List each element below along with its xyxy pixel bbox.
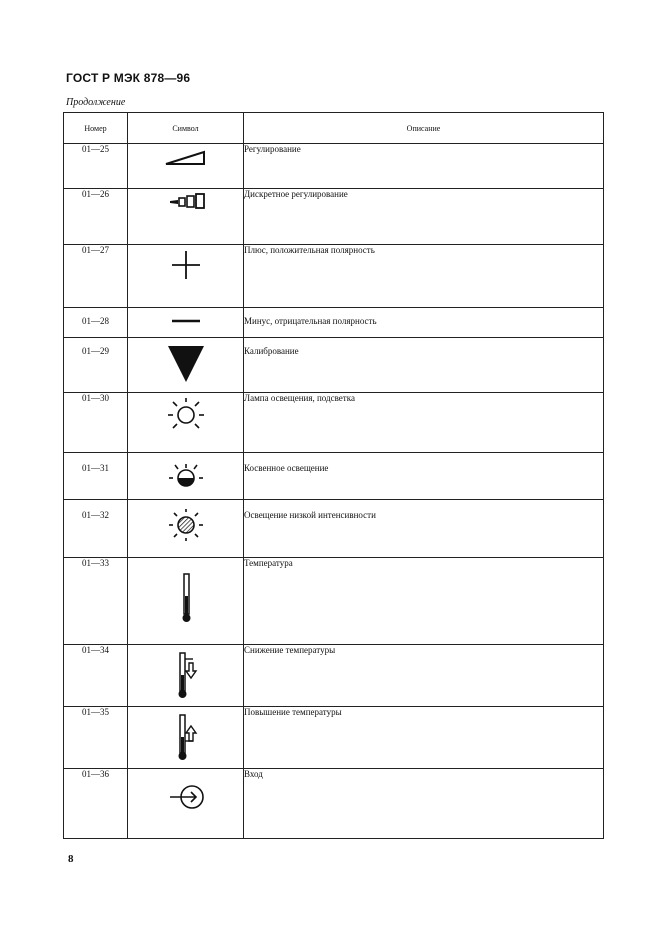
row-number: 01—29 [64,338,128,393]
row-description: Дискретное регулирование [244,189,604,245]
temperature-decrease-icon [156,649,216,701]
row-number: 01—34 [64,645,128,707]
column-header-symbol: Символ [128,113,244,144]
table-row [64,453,604,500]
row-description: Косвенное освещение [244,453,604,500]
row-number: 01—36 [64,769,128,839]
row-number: 01—26 [64,189,128,245]
row-description: Лампа освещения, подсветка [244,393,604,453]
input-icon [156,777,216,817]
row-description: Плюс, положительная полярность [244,245,604,308]
row-number: 01—33 [64,558,128,645]
column-header-number: Номер [64,113,128,144]
page-number: 8 [68,853,74,865]
row-number: 01—28 [64,308,128,338]
table-row [64,769,604,839]
row-description: Минус, отрицательная полярность [244,308,604,338]
table-row [64,558,604,645]
row-description: Регулирование [244,144,604,189]
table-row [64,245,604,308]
row-description: Повышение температуры [244,707,604,769]
temperature-increase-icon [156,711,216,763]
row-number: 01—30 [64,393,128,453]
table-row [64,645,604,707]
table-row [64,144,604,189]
row-description: Температура [244,558,604,645]
thermometer-icon [156,570,216,626]
column-header-description: Описание [244,113,604,144]
discrete-regulation-icon [156,189,216,215]
table-row [64,393,604,453]
regulation-icon [156,144,216,172]
row-number: 01—32 [64,500,128,558]
illumination-lamp-icon [156,393,216,437]
row-number: 01—31 [64,453,128,500]
row-number: 01—25 [64,144,128,189]
table-row [64,189,604,245]
calibration-icon [156,342,216,386]
row-description: Вход [244,769,604,839]
plus-icon [156,245,216,285]
table-row [64,707,604,769]
row-description: Калибрование [244,338,604,393]
table-header-row [64,113,604,144]
row-number: 01—27 [64,245,128,308]
document-header: ГОСТ Р МЭК 878—96 [66,71,191,85]
continuation-label: Продолжение [66,97,126,108]
low-intensity-lighting-icon [156,503,216,549]
row-number: 01—35 [64,707,128,769]
table-row [64,500,604,558]
indirect-lighting-icon [156,456,216,494]
row-description: Освещение низкой интенсивности [244,500,604,558]
symbols-table [63,112,604,839]
table-row [64,338,604,393]
row-description: Снижение температуры [244,645,604,707]
table-row [64,308,604,338]
minus-icon [156,310,216,332]
